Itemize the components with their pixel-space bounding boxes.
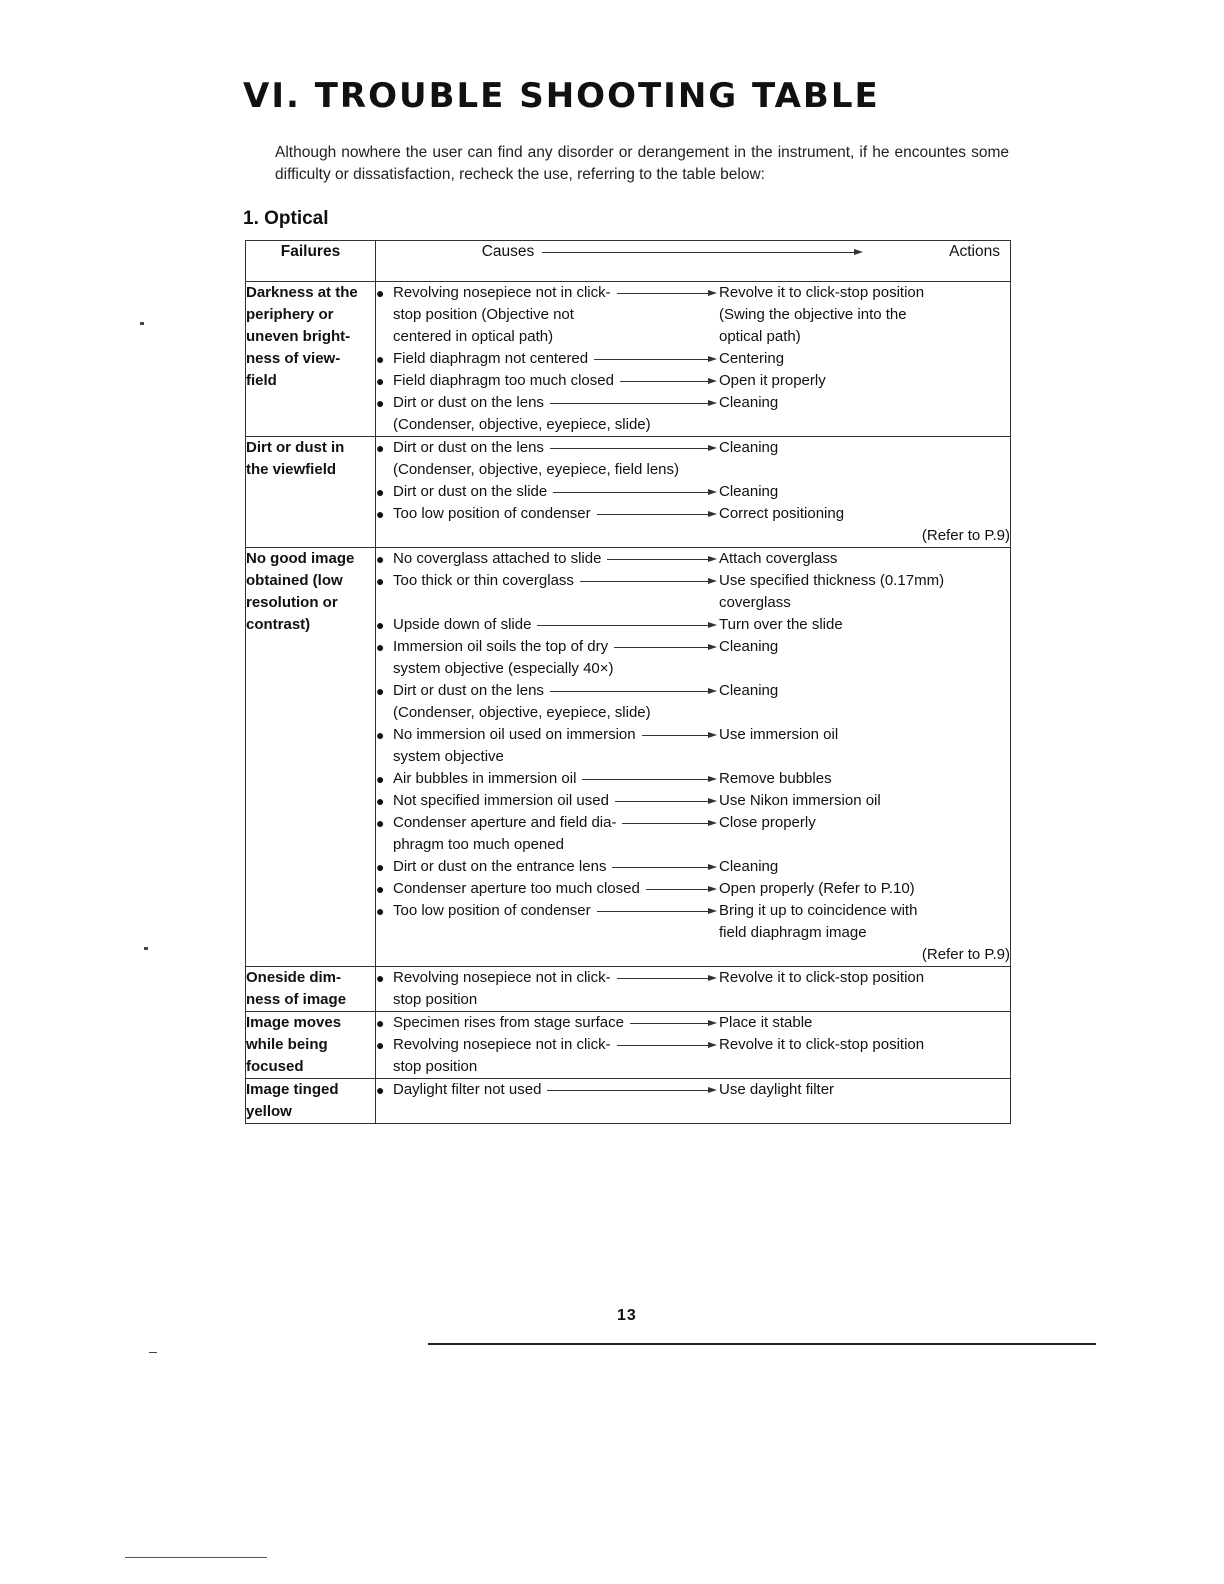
failure-cell xyxy=(246,1012,376,1079)
action-line: Cleaning xyxy=(719,439,779,456)
cause-action-item xyxy=(376,548,1010,570)
cause-line: centered in optical path) xyxy=(393,328,554,345)
margin-mark xyxy=(140,322,144,325)
cause-line: Not specified immersion oil used xyxy=(393,792,609,809)
failure-line: field xyxy=(246,372,277,389)
bullet-icon: ● xyxy=(376,440,385,456)
cause-line: Dirt or dust on the slide xyxy=(393,483,548,500)
table-row xyxy=(246,548,1011,967)
action-line: Cleaning xyxy=(719,394,779,411)
leader-arrow-icon xyxy=(574,570,719,592)
failure-line: yellow xyxy=(246,1103,292,1120)
leader-arrow-icon xyxy=(608,636,719,658)
failure-line: ness of image xyxy=(246,991,347,1008)
table-row xyxy=(246,1012,1011,1079)
margin-mark xyxy=(149,1352,157,1353)
cause-line: Air bubbles in immersion oil xyxy=(393,770,577,787)
cause-action-item xyxy=(376,790,1010,812)
action-line: Bring it up to coincidence with xyxy=(719,902,918,919)
action-line: coverglass xyxy=(719,594,791,611)
cause-action-item xyxy=(376,967,1010,1011)
failure-line: Image tinged xyxy=(246,1081,339,1098)
header-arrow-icon xyxy=(536,241,865,263)
cause-line: Dirt or dust on the lens xyxy=(393,394,544,411)
leader-arrow-icon xyxy=(606,856,719,878)
action-line: Cleaning xyxy=(719,638,779,655)
leader-arrow-icon xyxy=(601,548,719,570)
cause-action-item xyxy=(376,370,1010,392)
cause-line: system objective xyxy=(393,748,504,765)
leader-arrow-icon xyxy=(591,503,719,525)
cause-action-item xyxy=(376,481,1010,503)
failure-line: uneven bright- xyxy=(246,328,351,345)
cause-action-item xyxy=(376,900,1010,944)
action-line: Use Nikon immersion oil xyxy=(719,792,881,809)
action-line: Use immersion oil xyxy=(719,726,839,743)
cause-line: Condenser aperture and field dia- xyxy=(393,814,617,831)
footer-link-underline xyxy=(125,1557,267,1558)
cause-action-item xyxy=(376,1012,1010,1034)
cause-line: Revolving nosepiece not in click- xyxy=(393,1036,611,1053)
leader-arrow-icon xyxy=(624,1012,719,1034)
action-line: (Swing the objective into the xyxy=(719,306,907,323)
action-line: Turn over the slide xyxy=(719,616,843,633)
bullet-icon: ● xyxy=(376,970,385,986)
cause-line: Upside down of slide xyxy=(393,616,532,633)
cause-action-item xyxy=(376,392,1010,436)
bullet-icon: ● xyxy=(376,793,385,809)
table-body xyxy=(246,282,1011,1124)
cause-line: stop position xyxy=(393,991,478,1008)
leader-arrow-icon xyxy=(614,370,719,392)
action-line: Open properly (Refer to P.10) xyxy=(719,880,915,897)
action-line: Use specified thickness (0.17mm) xyxy=(719,572,945,589)
leader-arrow-icon xyxy=(636,724,719,746)
cause-line: phragm too much opened xyxy=(393,836,564,853)
bullet-icon: ● xyxy=(376,683,385,699)
bullet-icon: ● xyxy=(376,285,385,301)
intro-paragraph: Although nowhere the user can find any disorder or derangement in the instrument, if he encountes some difficulty or dissatisfaction, recheck the use, referring to the table below: xyxy=(275,144,1009,183)
cause-action-cell xyxy=(376,548,1011,967)
action-line: Place it stable xyxy=(719,1014,813,1031)
cause-line: system objective (especially 40×) xyxy=(393,660,614,677)
table-row xyxy=(246,967,1011,1012)
bullet-icon: ● xyxy=(376,373,385,389)
header-causes: Causes xyxy=(481,243,535,260)
failure-line: No good image xyxy=(246,550,355,567)
bullet-icon: ● xyxy=(376,1015,385,1031)
failure-line: periphery or xyxy=(246,306,334,323)
leader-arrow-icon xyxy=(611,282,719,304)
cause-line: Too thick or thin coverglass xyxy=(393,572,574,589)
failure-line: obtained (low xyxy=(246,572,343,589)
cause-line: Too low position of condenser xyxy=(393,505,591,522)
leader-arrow-icon xyxy=(547,481,719,503)
failure-line: focused xyxy=(246,1058,304,1075)
cause-line: (Condenser, objective, eyepiece, field lens) xyxy=(393,461,679,478)
cause-line: Daylight filter not used xyxy=(393,1081,542,1098)
failure-cell xyxy=(246,548,376,967)
failure-cell xyxy=(246,967,376,1012)
cause-action-cell xyxy=(376,967,1011,1012)
header-failures: Failures xyxy=(246,241,376,282)
leader-arrow-icon xyxy=(616,812,719,834)
table-header-row xyxy=(246,241,1011,282)
failure-cell xyxy=(246,437,376,548)
action-line: Revolve it to click-stop position xyxy=(719,969,925,986)
cause-line: Dirt or dust on the entrance lens xyxy=(393,858,607,875)
cause-action-item xyxy=(376,1079,1010,1101)
cause-action-item xyxy=(376,812,1010,856)
cause-line: Revolving nosepiece not in click- xyxy=(393,284,611,301)
bullet-icon: ● xyxy=(376,506,385,522)
page-title: VI. TROUBLE SHOOTING TABLE xyxy=(243,76,880,116)
cause-line: Field diaphragm too much closed xyxy=(393,372,614,389)
action-line: Use daylight filter xyxy=(719,1081,835,1098)
troubleshooting-table xyxy=(245,240,1011,1124)
cause-action-item xyxy=(376,724,1010,768)
cause-action-cell xyxy=(376,1012,1011,1079)
cause-action-item xyxy=(376,614,1010,636)
action-line: Open it properly xyxy=(719,372,826,389)
leader-arrow-icon xyxy=(576,768,719,790)
cause-action-cell xyxy=(376,282,1011,437)
page-reference: (Refer to P.9) xyxy=(921,527,1010,544)
table-row xyxy=(246,1079,1011,1124)
action-line: Remove bubbles xyxy=(719,770,832,787)
cause-line: No immersion oil used on immersion xyxy=(393,726,636,743)
header-actions: Actions xyxy=(949,243,1000,260)
leader-arrow-icon xyxy=(544,392,719,414)
bullet-icon: ● xyxy=(376,1037,385,1053)
cause-action-item xyxy=(376,348,1010,370)
leader-arrow-icon xyxy=(531,614,719,636)
failure-cell xyxy=(246,1079,376,1124)
bullet-icon: ● xyxy=(376,727,385,743)
cause-action-item xyxy=(376,1034,1010,1078)
table-row xyxy=(246,437,1011,548)
action-line: Revolve it to click-stop position xyxy=(719,1036,925,1053)
cause-line: (Condenser, objective, eyepiece, slide) xyxy=(393,704,651,721)
bullet-icon: ● xyxy=(376,617,385,633)
cause-line: Immersion oil soils the top of dry xyxy=(393,638,609,655)
action-line: Revolve it to click-stop position xyxy=(719,284,925,301)
page-reference: (Refer to P.9) xyxy=(921,946,1010,963)
action-line: Attach coverglass xyxy=(719,550,838,567)
leader-arrow-icon xyxy=(591,900,719,922)
action-line: Close properly xyxy=(719,814,816,831)
cause-action-cell xyxy=(376,437,1011,548)
bullet-icon: ● xyxy=(376,815,385,831)
cause-action-item xyxy=(376,680,1010,724)
cause-action-item xyxy=(376,282,1010,348)
action-line: Cleaning xyxy=(719,858,779,875)
bullet-icon: ● xyxy=(376,1082,385,1098)
cause-action-item xyxy=(376,878,1010,900)
bullet-icon: ● xyxy=(376,881,385,897)
failure-line: while being xyxy=(246,1036,328,1053)
bullet-icon: ● xyxy=(376,771,385,787)
action-line: Correct positioning xyxy=(719,505,845,522)
cause-line: Dirt or dust on the lens xyxy=(393,682,544,699)
bullet-icon: ● xyxy=(376,395,385,411)
leader-arrow-icon xyxy=(541,1079,719,1101)
leader-arrow-icon xyxy=(611,1034,719,1056)
cause-line: Revolving nosepiece not in click- xyxy=(393,969,611,986)
bullet-icon: ● xyxy=(376,859,385,875)
failure-line: Darkness at the xyxy=(246,284,358,301)
failure-line: Dirt or dust in xyxy=(246,439,345,456)
cause-line: stop position (Objective not xyxy=(393,306,574,323)
page-number: 13 xyxy=(617,1307,637,1324)
cause-action-item xyxy=(376,768,1010,790)
action-line: Cleaning xyxy=(719,483,779,500)
bullet-icon: ● xyxy=(376,639,385,655)
leader-arrow-icon xyxy=(611,967,719,989)
bottom-rule xyxy=(428,1343,1096,1345)
cause-action-item xyxy=(376,636,1010,680)
leader-arrow-icon xyxy=(588,348,719,370)
bullet-icon: ● xyxy=(376,903,385,919)
header-causes-actions xyxy=(376,241,1011,282)
failure-line: Image moves xyxy=(246,1014,342,1031)
cause-line: No coverglass attached to slide xyxy=(393,550,602,567)
margin-mark xyxy=(144,947,148,950)
failure-line: ness of view- xyxy=(246,350,341,367)
cause-action-item xyxy=(376,503,1010,525)
action-line: Centering xyxy=(719,350,785,367)
action-line: Cleaning xyxy=(719,682,779,699)
cause-action-item xyxy=(376,856,1010,878)
leader-arrow-icon xyxy=(609,790,719,812)
failure-cell xyxy=(246,282,376,437)
cause-line: Field diaphragm not centered xyxy=(393,350,589,367)
failure-line: the viewfield xyxy=(246,461,337,478)
leader-arrow-icon xyxy=(640,878,719,900)
cause-line: Too low position of condenser xyxy=(393,902,591,919)
cause-action-cell xyxy=(376,1079,1011,1124)
cause-line: stop position xyxy=(393,1058,478,1075)
failure-line: resolution or xyxy=(246,594,338,611)
cause-line: Dirt or dust on the lens xyxy=(393,439,544,456)
leader-arrow-icon xyxy=(544,437,719,459)
bullet-icon: ● xyxy=(376,551,385,567)
cause-line: (Condenser, objective, eyepiece, slide) xyxy=(393,416,651,433)
action-line: optical path) xyxy=(719,328,801,345)
failure-line: Oneside dim- xyxy=(246,969,342,986)
cause-line: Specimen rises from stage surface xyxy=(393,1014,624,1031)
leader-arrow-icon xyxy=(544,680,719,702)
bullet-icon: ● xyxy=(376,351,385,367)
failure-line: contrast) xyxy=(246,616,311,633)
bullet-icon: ● xyxy=(376,573,385,589)
cause-action-item xyxy=(376,570,1010,614)
table-row xyxy=(246,282,1011,437)
cause-line: Condenser aperture too much closed xyxy=(393,880,640,897)
action-line: field diaphragm image xyxy=(719,924,867,941)
bullet-icon: ● xyxy=(376,484,385,500)
cause-action-item xyxy=(376,437,1010,481)
section-title: 1. Optical xyxy=(243,208,329,229)
